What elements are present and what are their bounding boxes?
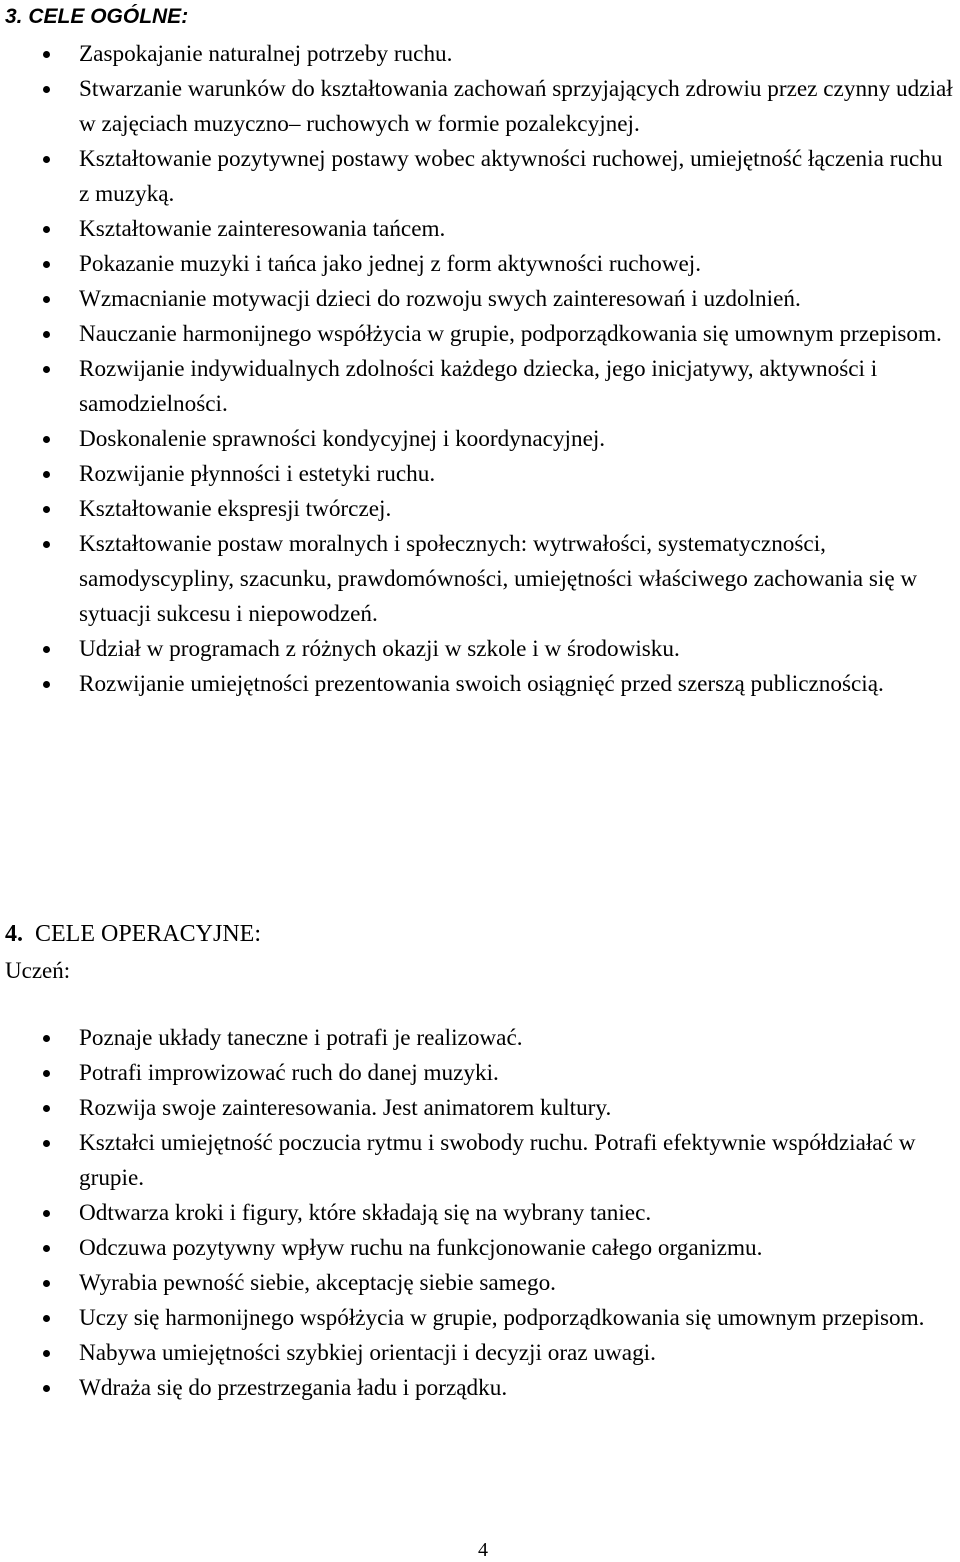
list-item-text: Uczy się harmonijnego współżycia w grupie, podporządkowania się umownym przepisom. (79, 1305, 925, 1331)
subject-label: Uczeń: (5, 958, 71, 983)
bullet-icon (43, 436, 50, 443)
list-item-text: Kształtowanie ekspresji twórczej. (79, 496, 392, 522)
bullet-icon (43, 86, 50, 93)
list-item (0, 1021, 960, 1056)
bullet-icon (43, 1210, 50, 1217)
bullet-icon (43, 646, 50, 653)
bullet-icon (43, 1035, 50, 1042)
list-item (0, 72, 960, 142)
list-item (0, 247, 960, 282)
list-item-text: Wyrabia pewność siebie, akceptację siebie samego. (79, 1270, 556, 1296)
list-item (0, 1266, 960, 1301)
bullet-icon (43, 1140, 50, 1147)
bullet-icon (43, 296, 50, 303)
bullet-icon (43, 51, 50, 58)
bullet-icon (43, 1315, 50, 1322)
list-item (0, 527, 960, 632)
general-goals-list (0, 37, 960, 702)
list-item (0, 422, 960, 457)
bullet-icon (43, 1105, 50, 1112)
list-item-text: Wzmacnianie motywacji dzieci do rozwoju swych zainteresowań i uzdolnień. (79, 286, 801, 312)
list-item (0, 632, 960, 667)
section-3-heading: 3. CELE OGÓLNE: (5, 5, 189, 28)
list-item-text: Wdraża się do przestrzegania ładu i porządku. (79, 1375, 508, 1401)
list-item-text: Kształci umiejętność poczucia rytmu i swobody ruchu. Potrafi efektywnie współdziałać w grupie. (79, 1130, 916, 1191)
section-4-heading (5, 920, 261, 948)
list-item-text: Kształtowanie zainteresowania tańcem. (79, 216, 446, 242)
bullet-icon (43, 1070, 50, 1077)
bullet-icon (43, 156, 50, 163)
bullet-icon (43, 506, 50, 513)
list-item-text: Stwarzanie warunków do kształtowania zachowań sprzyjających zdrowiu przez czynny udział w zajęciach muzyczno– ruchowych w formie pozalekcyjnej. (79, 76, 953, 137)
list-item-text: Pokazanie muzyki i tańca jako jednej z form aktywności ruchowej. (79, 251, 701, 277)
list-item (0, 492, 960, 527)
bullet-icon (43, 541, 50, 548)
bullet-icon (43, 1280, 50, 1287)
list-item-text: Rozwijanie płynności i estetyki ruchu. (79, 461, 436, 487)
bullet-icon (43, 471, 50, 478)
bullet-icon (43, 261, 50, 268)
bullet-icon (43, 366, 50, 373)
list-item (0, 667, 960, 702)
list-item (0, 457, 960, 492)
list-item (0, 317, 960, 352)
list-item-text: Doskonalenie sprawności kondycyjnej i koordynacyjnej. (79, 426, 606, 452)
list-item (0, 37, 960, 72)
operational-goals-list (0, 1021, 960, 1406)
list-item-text: Potrafi improwizować ruch do danej muzyki. (79, 1060, 499, 1086)
list-item-text: Rozwijanie indywidualnych zdolności każdego dziecka, jego inicjatywy, aktywności i samodzielności. (79, 356, 878, 417)
list-item-text: Rozwijanie umiejętności prezentowania swoich osiągnięć przed szerszą publicznością. (79, 671, 884, 697)
list-item (0, 1231, 960, 1266)
list-item-text: Odtwarza kroki i figury, które składają się na wybrany taniec. (79, 1200, 652, 1226)
bullet-icon (43, 1350, 50, 1357)
list-item (0, 282, 960, 317)
list-item (0, 142, 960, 212)
section-4-title: CELE OPERACYJNE: (35, 921, 262, 947)
list-item-text: Rozwija swoje zainteresowania. Jest animatorem kultury. (79, 1095, 612, 1121)
list-item-text: Nauczanie harmonijnego współżycia w grupie, podporządkowania się umownym przepisom. (79, 321, 942, 347)
list-item (0, 1336, 960, 1371)
list-item (0, 1126, 960, 1196)
list-item-text: Nabywa umiejętności szybkiej orientacji i decyzji oraz uwagi. (79, 1340, 656, 1366)
bullet-icon (43, 1385, 50, 1392)
list-item (0, 1091, 960, 1126)
list-item (0, 212, 960, 247)
list-item-text: Kształtowanie postaw moralnych i społecznych: wytrwałości, systematyczności, samodyscypliny, szacunku, prawdomówności, umiejętności właściwego zachowania się w sytuacji sukcesu i niepowodzeń. (79, 531, 918, 627)
list-item (0, 352, 960, 422)
page-number: 4 (478, 1539, 488, 1561)
list-item (0, 1371, 960, 1406)
list-item (0, 1056, 960, 1091)
bullet-icon (43, 1245, 50, 1252)
bullet-icon (43, 226, 50, 233)
list-item-text: Udział w programach z różnych okazji w szkole i w środowisku. (79, 636, 680, 662)
list-item-text: Zaspokajanie naturalnej potrzeby ruchu. (79, 41, 453, 67)
list-item (0, 1196, 960, 1231)
section-4-number: 4. (5, 921, 23, 947)
list-item-text: Kształtowanie pozytywnej postawy wobec aktywności ruchowej, umiejętność łączenia ruchu z muzyką. (79, 146, 943, 207)
bullet-icon (43, 331, 50, 338)
list-item-text: Odczuwa pozytywny wpływ ruchu na funkcjonowanie całego organizmu. (79, 1235, 763, 1261)
list-item (0, 1301, 960, 1336)
bullet-icon (43, 681, 50, 688)
list-item-text: Poznaje układy taneczne i potrafi je realizować. (79, 1025, 523, 1051)
